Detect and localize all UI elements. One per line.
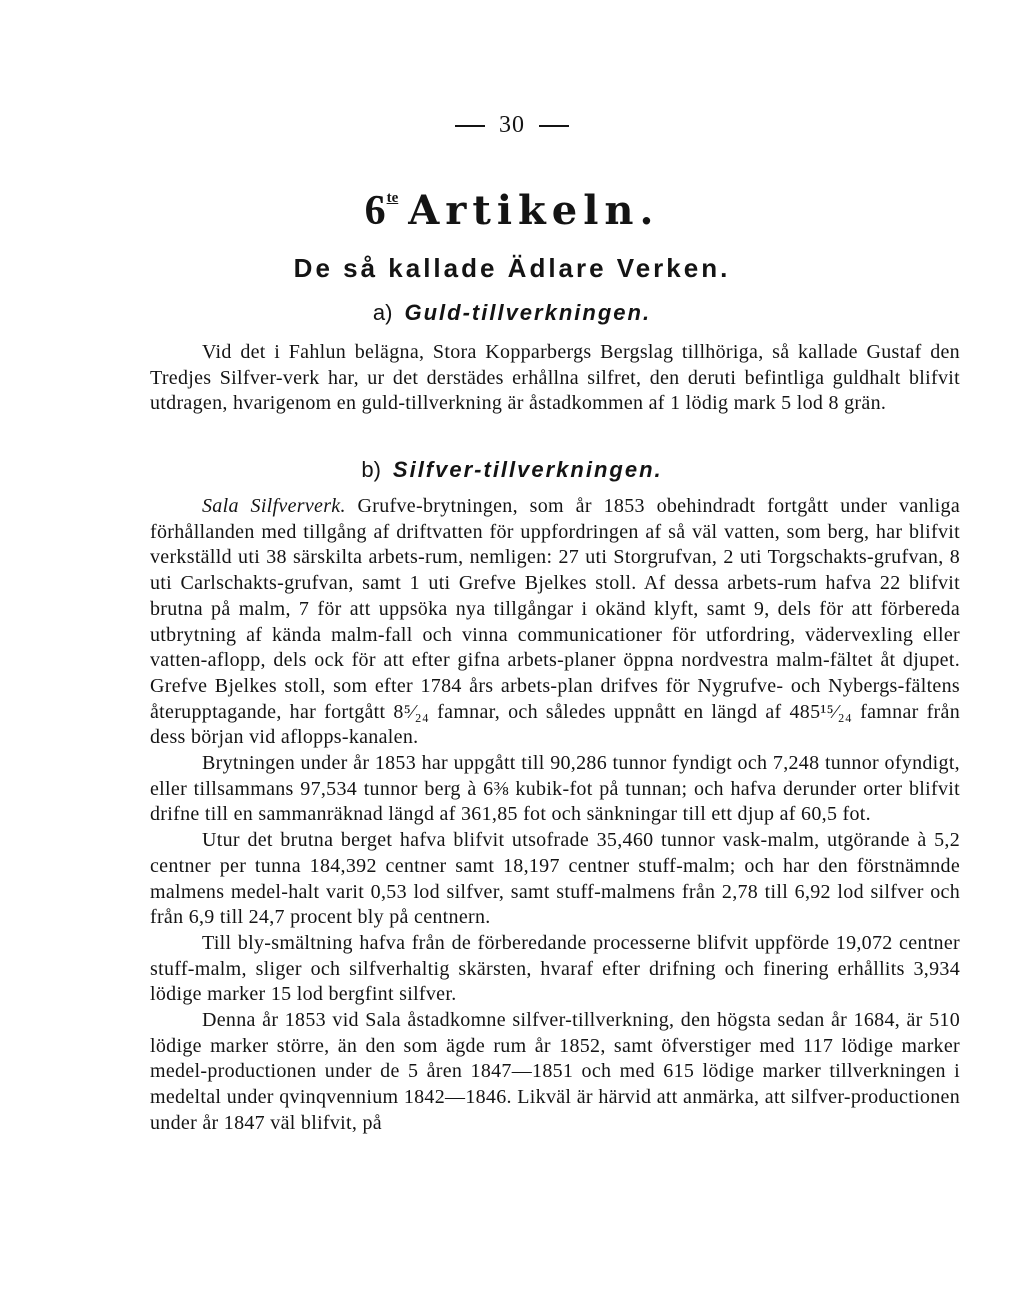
article-ordinal-number: 6 — [364, 188, 386, 234]
subheading-a-title: Guld-tillverkningen. — [404, 300, 652, 325]
right-dash — [539, 125, 569, 127]
article-heading — [0, 184, 1024, 235]
page-number — [0, 112, 1024, 139]
section-b-body — [150, 494, 960, 1137]
paragraph: Denna år 1853 vid Sala åstadkomne silfver-tillverkning, den högsta sedan år 1684, är 510 lödige marker större, än den som ägde rum år 1852, samt öfverstiger med 117 lödige marker medel-productionen under de 5 åren 1847—1851 och med 615 lödige marker tillverkningen i medeltal under qvinqvennium 1842—1846. Likväl är härvid att anmärka, att silfver-productionen under år 1847 väl blifvit, på — [150, 1009, 960, 1134]
subheading-b-letter: b) — [361, 457, 381, 482]
subheading-a-letter: a) — [372, 300, 393, 325]
paragraph: Brytningen under år 1853 har uppgått till 90,286 tunnor fyndigt och 7,248 tunnor ofyndigt, eller tillsammans 97,534 tunnor berg à 6⅜ kubik-fot på tunnan; och hafva derunder orter blifvit drifne till en sammanräknad längd af 361,85 fot och sänkningar till ett djup af 60,5 fot. — [150, 752, 960, 826]
paragraph: Till bly-smältning hafva från de förberedande processerne blifvit uppförde 19,072 centner stuff-malm, sliger och silfverhaltig skärsten, hvaraf efter drifning och finering erhållits 3,934 lödige marker 15 lod bergfint silfver. — [150, 931, 960, 1006]
left-dash — [455, 125, 485, 127]
paragraph: Vid det i Fahlun belägna, Stora Kopparbergs Bergslag tillhöriga, så kallade Gustaf den Tredjes Silfver-verk har, ur det derstädes erhållna silfret, den deruti befintliga guldhalt blifvit utdragen, hvarigenom en guld-tillverkning är åstadkommen af 1 lödig mark 5 lod 8 grän. — [150, 341, 960, 415]
page-number-text: 30 — [499, 112, 525, 138]
article-word: Artikeln. — [408, 187, 660, 234]
subheading-b-title: Silfver-tillverkningen. — [392, 457, 663, 482]
paragraph — [150, 494, 960, 751]
subheading-b — [0, 457, 1024, 483]
section-a-body — [150, 340, 960, 417]
subheading-a — [0, 300, 1024, 326]
run-in-heading: Sala Silfververk. — [202, 495, 346, 517]
article-ordinal-suffix: te — [386, 190, 399, 206]
section-title: De så kallade Ädlare Verken. — [293, 253, 731, 283]
paragraph: Utur det brutna berget hafva blifvit utsofrade 35,460 tunnor vask-malm, utgörande à 5,2 centner per tunna 184,392 centner samt 18,197 centner stuff-malm; och har den förstnämnde malmens medel-halt varit 0,53 lod silfver, samt stuff-malmens från 2,78 till 6,92 lod silfver och från 6,9 till 24,7 procent bly på centnern. — [150, 829, 960, 929]
article-ordinal — [365, 188, 409, 234]
paragraph-text: Grufve-brytningen, som år 1853 obehindradt fortgått under vanliga förhållanden med tillgång af driftvatten för uppfordringen af så väl vatten, som berg, har blifvit verkställd uti 38 särskilta arbets-rum, nemligen: 27 uti Storgrufvan, 2 uti Torgschakts-grufvan, 8 uti Carlschakts-grufvan, samt 1 uti Grefve Bjelkes stoll. Af dessa arbets-rum hafva 22 blifvit brutna på malm, 7 för att uppsöka nya tillgångar i okänd klyft, samt 9, dels för att förbereda utbrytning af kända malm-fall och vinna communicationer för utfordring, vädervexling eller vatten-aflopp, dels ock för att efter gifna arbets-planer öppna nordvestra malm-fältet åt djupet. Grefve Bjelkes stoll, som efter 1784 års arbets-plan drifves för Nygrufve- och Nybergs-fältens återupptagande, har fortgått 8⁵⁄₂₄ famnar, och således uppnått en längd af 485¹⁵⁄₂₄ famnar från dess början vid aflopps-kanalen. — [150, 495, 960, 749]
